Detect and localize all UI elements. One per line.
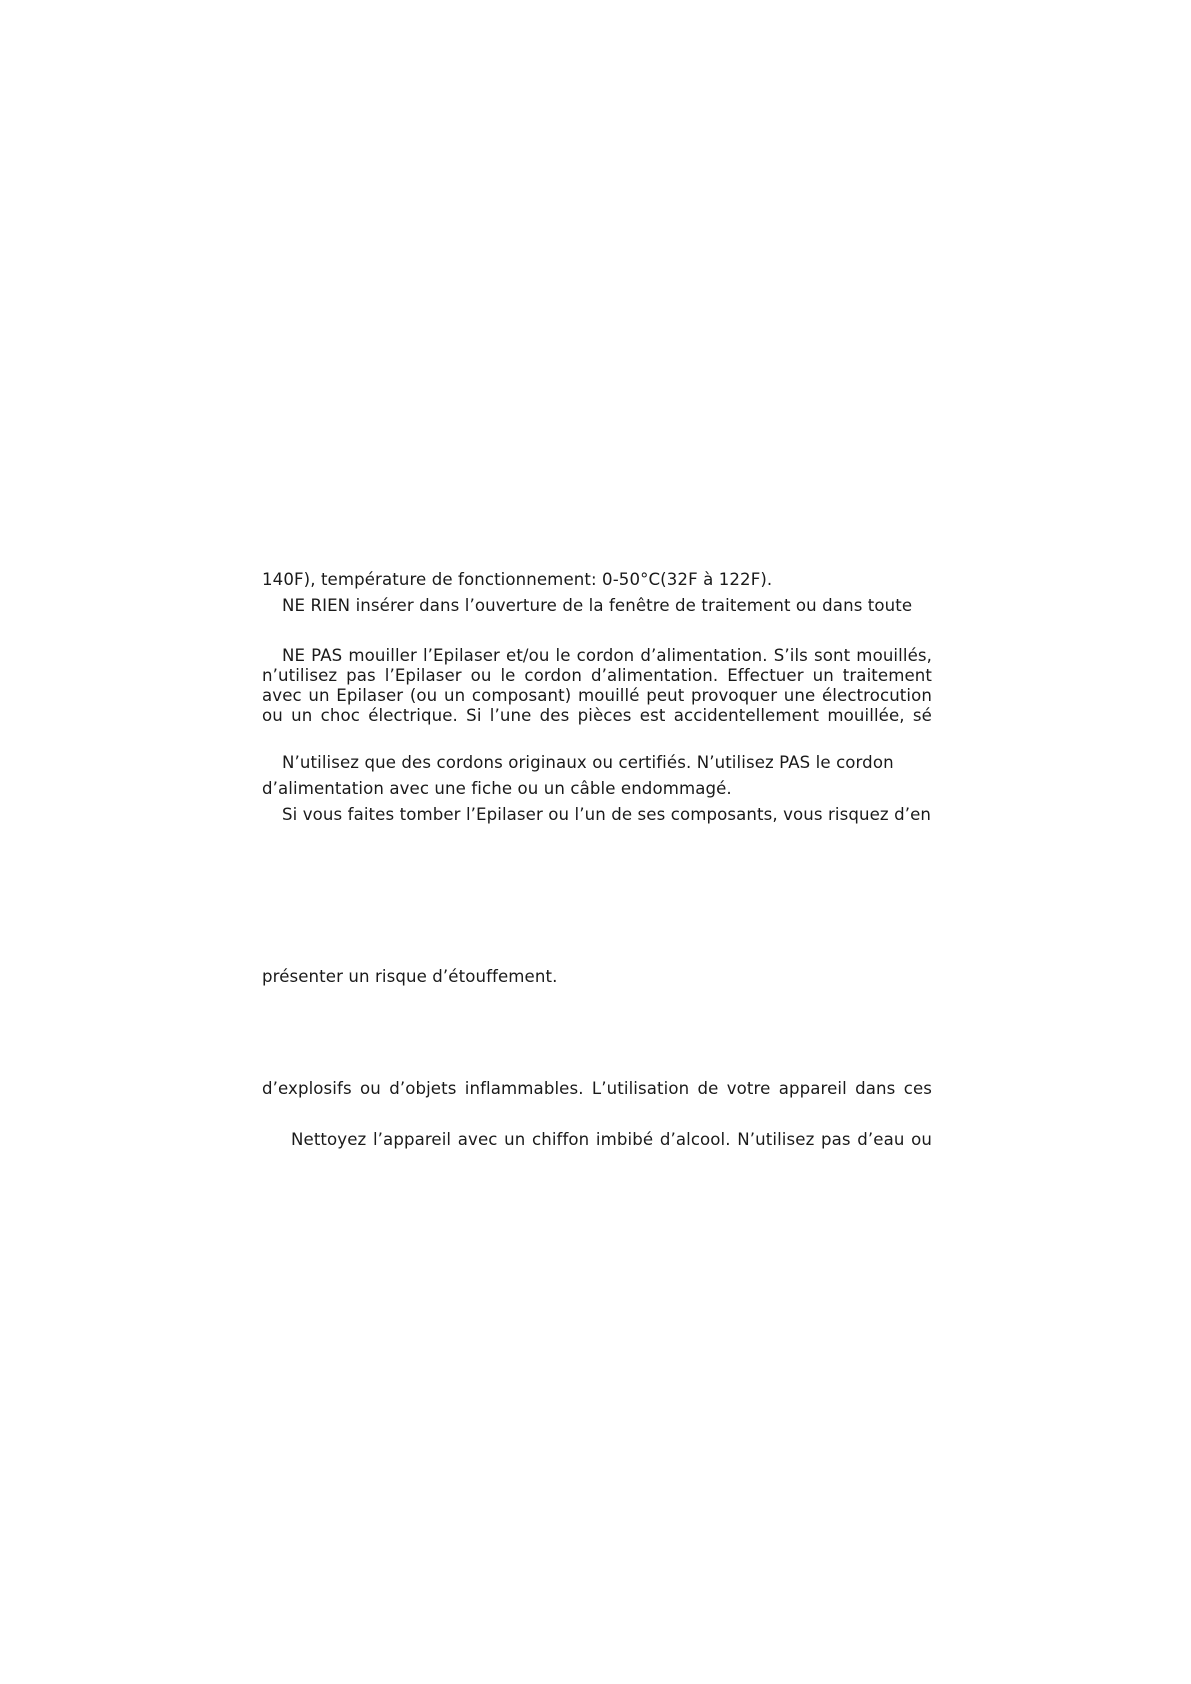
- text-line-explosifs: d’explosifs ou d’objets inflammables. L’utilisation de votre appareil dans ces: [262, 1079, 932, 1098]
- text-line-cordons-originaux: N’utilisez que des cordons originaux ou certifiés. N’utilisez PAS le cordon: [282, 753, 894, 772]
- text-line-etouffement: présenter un risque d’étouffement.: [262, 967, 558, 986]
- text-line-choc-electrique: ou un choc électrique. Si l’une des pièces est accidentellement mouillée, sé: [262, 706, 932, 725]
- text-line-ne-rien: NE RIEN insérer dans l’ouverture de la fenêtre de traitement ou dans toute: [282, 596, 913, 615]
- text-line-nutilisez-pas: n’utilisez pas l’Epilaser ou le cordon d’alimentation. Effectuer un traitement: [262, 666, 932, 685]
- text-line-avec-epilaser: avec un Epilaser (ou un composant) mouillé peut provoquer une électrocution: [262, 686, 932, 705]
- text-line-faites-tomber: Si vous faites tomber l’Epilaser ou l’un de ses composants, vous risquez d’en: [282, 805, 932, 824]
- text-line-ne-pas-mouiller: NE PAS mouiller l’Epilaser et/ou le cordon d’alimentation. S’ils sont mouillés,: [282, 646, 932, 665]
- text-line-alimentation-fiche: d’alimentation avec une fiche ou un câble endommagé.: [262, 779, 732, 798]
- text-line-nettoyez: Nettoyez l’appareil avec un chiffon imbibé d’alcool. N’utilisez pas d’eau ou: [291, 1130, 932, 1149]
- text-line-temperature: 140F), température de fonctionnement: 0-50°C(32F à 122F).: [262, 570, 773, 589]
